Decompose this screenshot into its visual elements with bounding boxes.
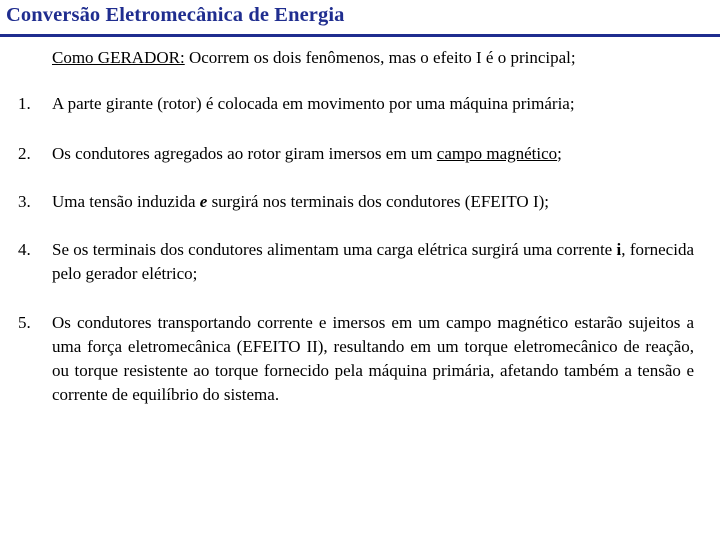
list-item-text-part: Se os terminais dos condutores alimentam uma carga elétrica surgirá uma corrente bbox=[52, 240, 617, 259]
list-item-text-part: Uma tensão induzida bbox=[52, 192, 200, 211]
list-item-text-part: ; bbox=[557, 144, 562, 163]
list-item-number: 2. bbox=[18, 144, 31, 163]
list-item-number: 1. bbox=[18, 94, 31, 113]
underlined-term: campo magnético bbox=[436, 144, 558, 163]
intro-text: Ocorrem os dois fenômenos, mas o efeito I é o principal; bbox=[184, 48, 576, 67]
list-item-text: Os condutores transportando corrente e imersos em um campo magnético estarão sujeitos a uma força eletromecânica (EFEITO II), resultando em um torque eletromecânico de reação, ou torque resistente ao torque fornecido pela máquina primária, afetando também a tensão e corrente de equilíbrio do sistema. bbox=[52, 313, 694, 404]
list-item-text bbox=[52, 190, 694, 214]
list-item-number: 4. bbox=[18, 240, 31, 259]
bold-variable: i bbox=[616, 240, 622, 259]
list-item-text: A parte girante (rotor) é colocada em movimento por uma máquina primária; bbox=[52, 94, 575, 113]
slide-title: Conversão Eletromecânica de Energia bbox=[6, 4, 345, 26]
title-underline-rule bbox=[0, 34, 720, 37]
list-item-text-part: surgirá nos terminais dos condutores (EFEITO I); bbox=[207, 192, 549, 211]
intro-lead: Como GERADOR: bbox=[52, 48, 185, 67]
list-item-text bbox=[52, 238, 694, 286]
list-item-text-part: Os condutores agregados ao rotor giram imersos em um bbox=[52, 144, 437, 163]
list-item-number: 5. bbox=[18, 313, 31, 332]
list-item-text-part: , fornecida pelo gerador elétrico; bbox=[52, 240, 694, 283]
intro-line bbox=[52, 46, 576, 70]
emphasized-variable: e bbox=[199, 192, 208, 211]
list-item-text bbox=[52, 142, 694, 166]
list-item-number: 3. bbox=[18, 192, 31, 211]
